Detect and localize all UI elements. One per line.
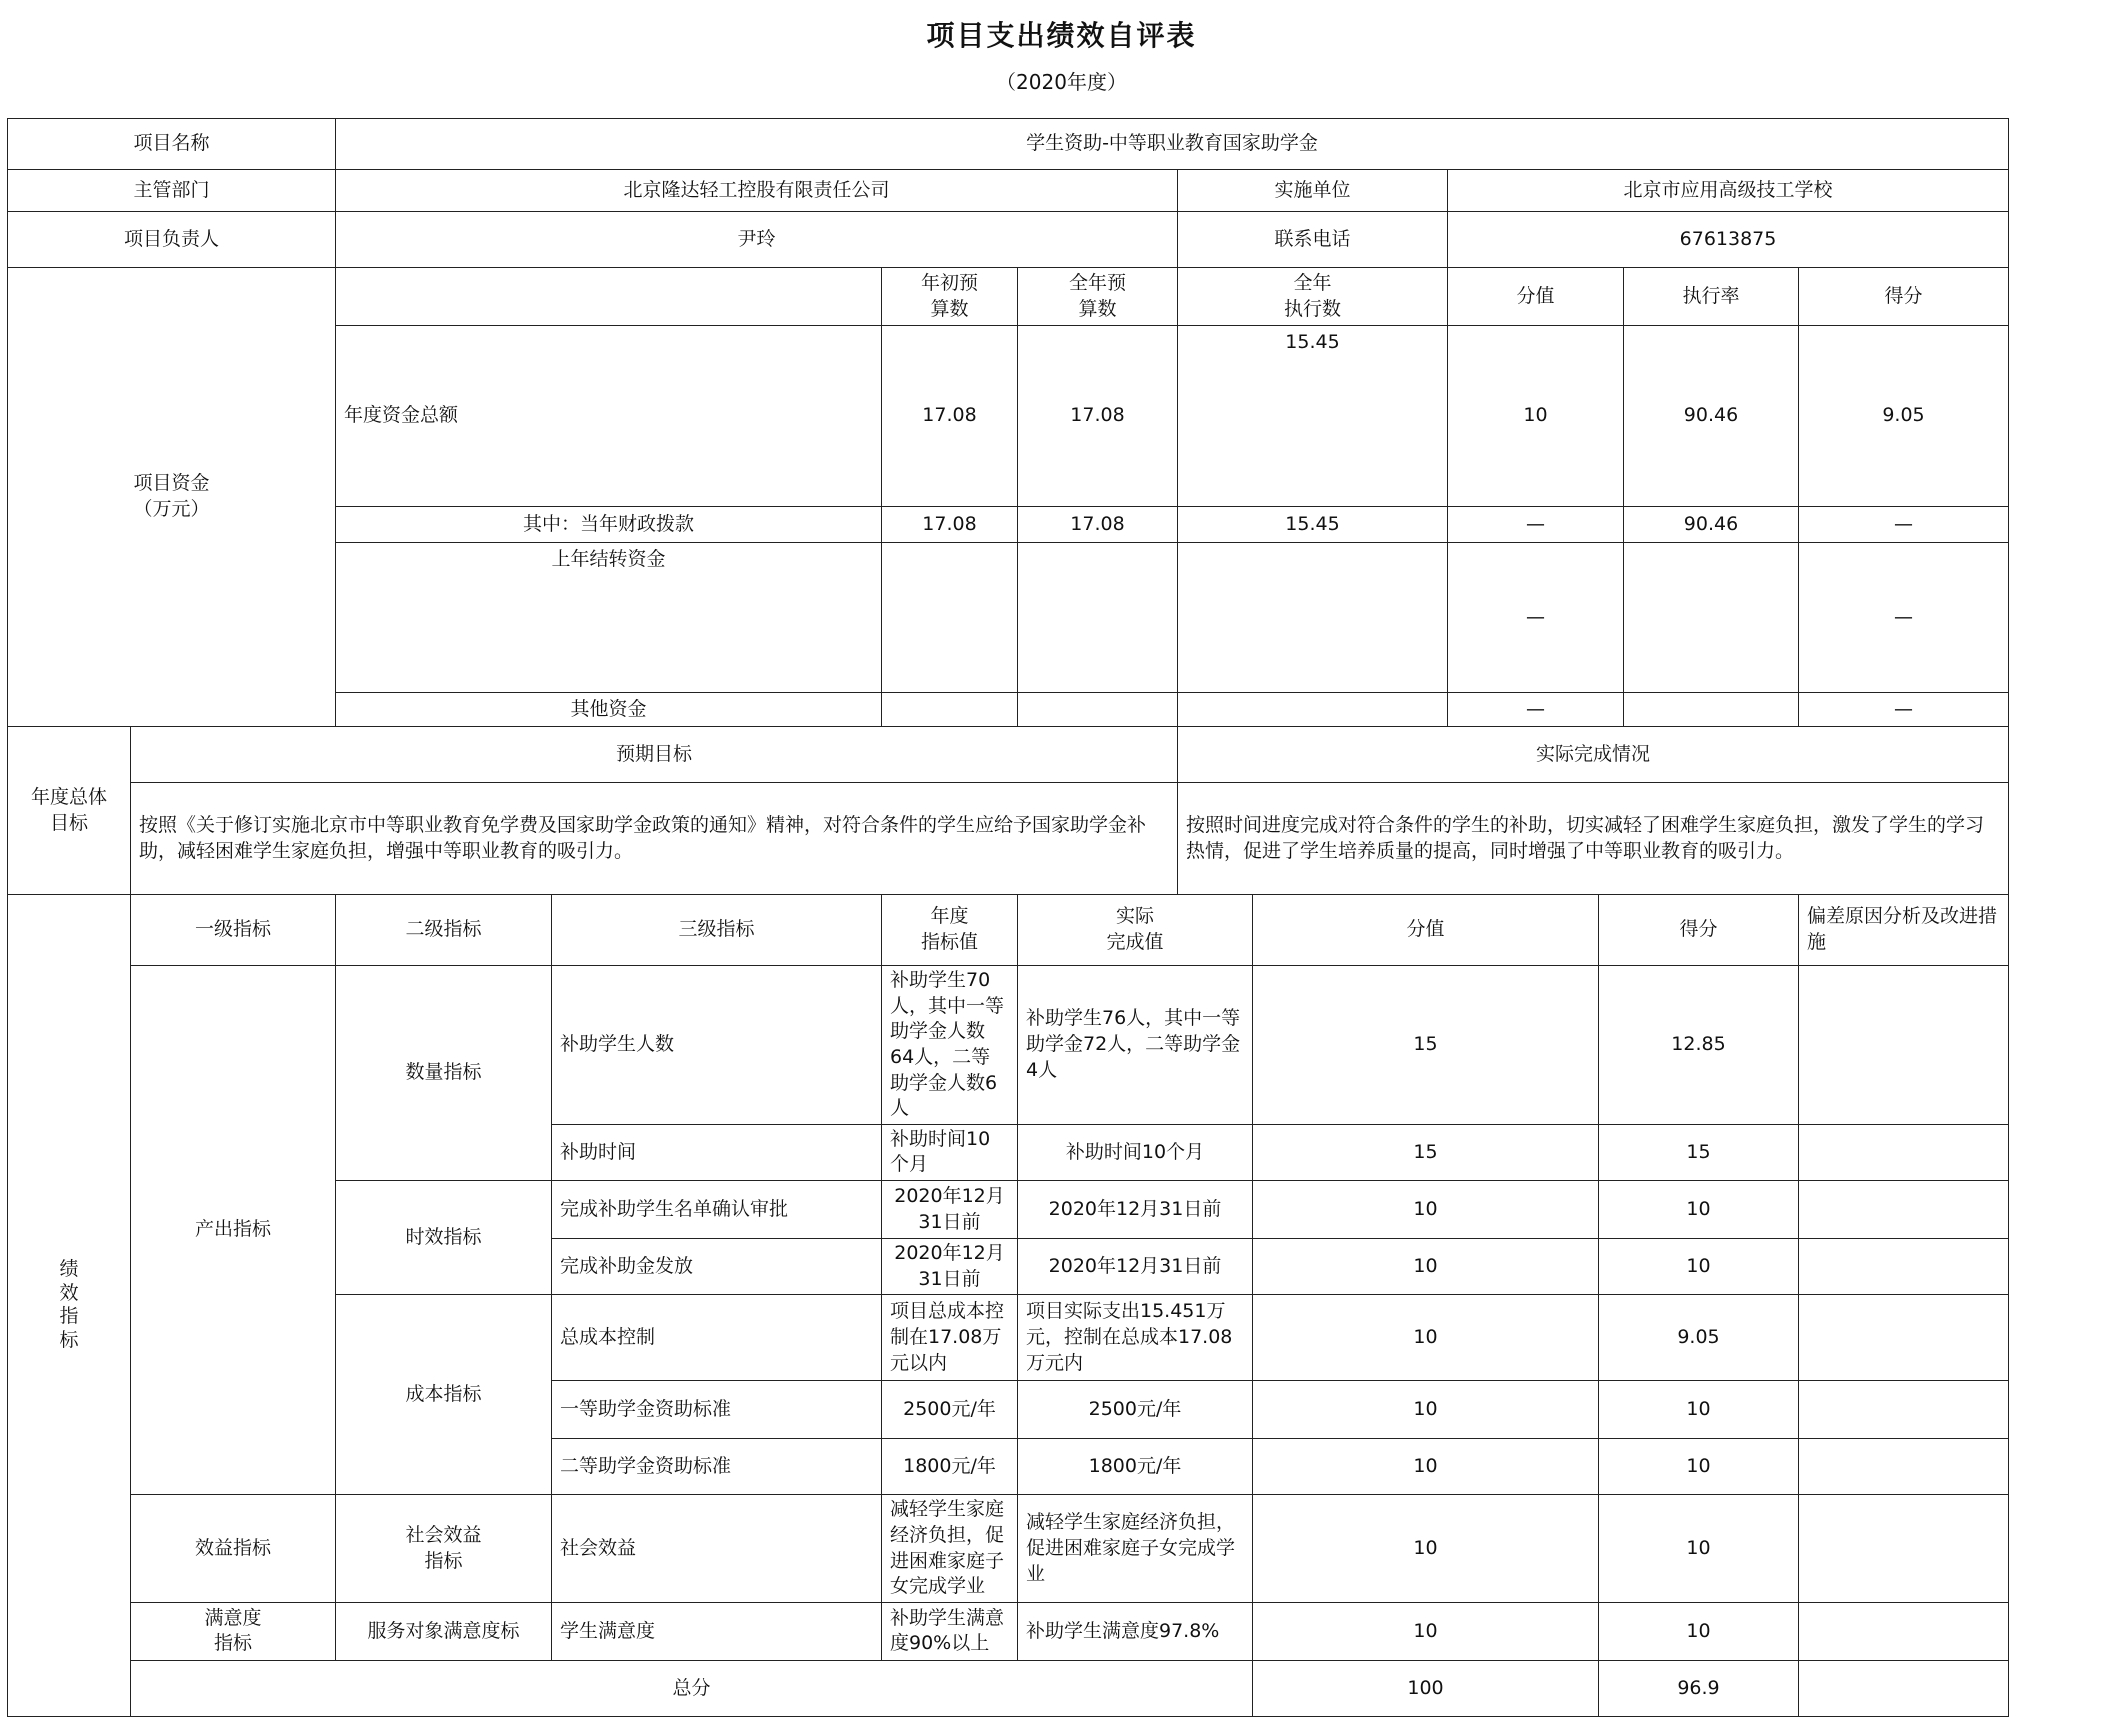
score-cell: 10 (1599, 1495, 1799, 1603)
goals-section-label: 年度总体 目标 (8, 727, 131, 895)
note-cell (1799, 1602, 2009, 1660)
perf-header: 一级指标 (131, 895, 336, 966)
funds-cell (1018, 693, 1178, 727)
total-label: 总分 (131, 1660, 1253, 1716)
funds-row-label: 其中：当年财政拨款 (336, 507, 882, 543)
perf-header: 分值 (1253, 895, 1599, 966)
perf-header: 三级指标 (552, 895, 882, 966)
target-cell: 减轻学生家庭经济负担，促进困难家庭子女完成学业 (882, 1495, 1018, 1603)
owner-value: 尹玲 (336, 212, 1178, 268)
total-max: 100 (1253, 1660, 1599, 1716)
score-max-cell: 10 (1253, 1295, 1599, 1381)
funds-row-label: 年度资金总额 (336, 326, 882, 507)
funds-corner-cell (336, 268, 882, 326)
funds-cell (1018, 543, 1178, 693)
score-cell: 9.05 (1599, 1295, 1799, 1381)
funds-header: 执行率 (1624, 268, 1799, 326)
impl-label: 实施单位 (1178, 170, 1448, 212)
score-max-cell: 10 (1253, 1381, 1599, 1439)
score-max-cell: 10 (1253, 1495, 1599, 1603)
perf-header: 实际 完成值 (1018, 895, 1253, 966)
funds-cell: 90.46 (1624, 326, 1799, 507)
expected-goal-header: 预期目标 (131, 727, 1178, 783)
project-name-label: 项目名称 (8, 119, 336, 170)
target-cell: 2020年12月31日前 (882, 1181, 1018, 1239)
dept-label: 主管部门 (8, 170, 336, 212)
funds-cell: 17.08 (1018, 507, 1178, 543)
note-cell (1799, 1295, 2009, 1381)
l3-cell: 学生满意度 (552, 1602, 882, 1660)
score-max-cell: 15 (1253, 966, 1599, 1125)
score-cell: 10 (1599, 1181, 1799, 1239)
note-cell (1799, 1381, 2009, 1439)
actual-cell: 2020年12月31日前 (1018, 1239, 1253, 1295)
funds-header: 全年 执行数 (1178, 268, 1448, 326)
perf-section-label: 绩 效 指 标 (8, 895, 131, 1717)
project-name-value: 学生资助-中等职业教育国家助学金 (336, 119, 2009, 170)
funds-cell: — (1799, 507, 2009, 543)
note-cell (1799, 1495, 2009, 1603)
actual-cell: 1800元/年 (1018, 1439, 1253, 1495)
l3-cell: 完成补助金发放 (552, 1239, 882, 1295)
funds-header: 得分 (1799, 268, 2009, 326)
funds-cell: 15.45 (1178, 326, 1448, 507)
l2-timeliness: 时效指标 (336, 1181, 552, 1295)
note-cell (1799, 1181, 2009, 1239)
perf-header: 年度 指标值 (882, 895, 1018, 966)
l3-cell: 补助时间 (552, 1124, 882, 1180)
funds-cell: 17.08 (882, 507, 1018, 543)
l1-benefit: 效益指标 (131, 1495, 336, 1603)
funds-cell (1178, 693, 1448, 727)
target-cell: 补助学生满意度90%以上 (882, 1602, 1018, 1660)
actual-result-header: 实际完成情况 (1178, 727, 2009, 783)
actual-cell: 补助学生76人，其中一等助学金72人，二等助学金4人 (1018, 966, 1253, 1125)
funds-cell (1624, 543, 1799, 693)
score-cell: 10 (1599, 1602, 1799, 1660)
perf-header: 偏差原因分析及改进措施 (1799, 895, 2009, 966)
l3-cell: 完成补助学生名单确认审批 (552, 1181, 882, 1239)
l3-cell: 社会效益 (552, 1495, 882, 1603)
funds-cell (1178, 543, 1448, 693)
score-cell: 10 (1599, 1439, 1799, 1495)
funds-cell: 10 (1448, 326, 1624, 507)
funds-cell: — (1799, 543, 2009, 693)
funds-cell: — (1448, 543, 1624, 693)
score-max-cell: 15 (1253, 1124, 1599, 1180)
perf-header: 得分 (1599, 895, 1799, 966)
score-cell: 15 (1599, 1124, 1799, 1180)
score-cell: 10 (1599, 1239, 1799, 1295)
note-cell (1799, 1439, 2009, 1495)
l2-social: 社会效益 指标 (336, 1495, 552, 1603)
score-max-cell: 10 (1253, 1239, 1599, 1295)
target-cell: 项目总成本控制在17.08万元以内 (882, 1295, 1018, 1381)
actual-result-text: 按照时间进度完成对符合条件的学生的补助，切实减轻了困难学生家庭负担，激发了学生的学习热情，促进了学生培养质量的提高，同时增强了中等职业教育的吸引力。 (1178, 783, 2009, 895)
funds-cell (882, 543, 1018, 693)
funds-cell: 17.08 (882, 326, 1018, 507)
l3-cell: 一等助学金资助标准 (552, 1381, 882, 1439)
l1-satisfaction: 满意度 指标 (131, 1602, 336, 1660)
note-cell (1799, 1124, 2009, 1180)
l3-cell: 二等助学金资助标准 (552, 1439, 882, 1495)
target-cell: 补助学生70人，其中一等助学金人数64人，二等助学金人数6人 (882, 966, 1018, 1125)
funds-cell: 9.05 (1799, 326, 2009, 507)
funds-cell: — (1799, 693, 2009, 727)
owner-label: 项目负责人 (8, 212, 336, 268)
total-note (1799, 1660, 2009, 1716)
funds-header: 年初预 算数 (882, 268, 1018, 326)
funds-cell: — (1448, 507, 1624, 543)
l3-cell: 总成本控制 (552, 1295, 882, 1381)
total-score: 96.9 (1599, 1660, 1799, 1716)
evaluation-table (7, 118, 2009, 1717)
score-max-cell: 10 (1253, 1602, 1599, 1660)
target-cell: 1800元/年 (882, 1439, 1018, 1495)
funds-cell (882, 693, 1018, 727)
funds-cell: 90.46 (1624, 507, 1799, 543)
funds-row-label: 上年结转资金 (336, 543, 882, 693)
phone-value: 67613875 (1448, 212, 2009, 268)
funds-header: 分值 (1448, 268, 1624, 326)
score-max-cell: 10 (1253, 1181, 1599, 1239)
score-cell: 10 (1599, 1381, 1799, 1439)
actual-cell: 减轻学生家庭经济负担，促进困难家庭子女完成学业 (1018, 1495, 1253, 1603)
actual-cell: 补助时间10个月 (1018, 1124, 1253, 1180)
page-title: 项目支出绩效自评表 (926, 19, 1197, 52)
l2-service: 服务对象满意度标 (336, 1602, 552, 1660)
l2-cost: 成本指标 (336, 1295, 552, 1495)
funds-cell: 15.45 (1178, 507, 1448, 543)
l3-cell: 补助学生人数 (552, 966, 882, 1125)
note-cell (1799, 1239, 2009, 1295)
funds-cell: — (1448, 693, 1624, 727)
dept-value: 北京隆达轻工控股有限责任公司 (336, 170, 1178, 212)
target-cell: 补助时间10个月 (882, 1124, 1018, 1180)
target-cell: 2020年12月31日前 (882, 1239, 1018, 1295)
funds-cell (1624, 693, 1799, 727)
note-cell (1799, 966, 2009, 1125)
funds-row-label: 其他资金 (336, 693, 882, 727)
l2-quantity: 数量指标 (336, 966, 552, 1181)
l1-output: 产出指标 (131, 966, 336, 1495)
score-max-cell: 10 (1253, 1439, 1599, 1495)
expected-goal-text: 按照《关于修订实施北京市中等职业教育免学费及国家助学金政策的通知》精神，对符合条件的学生应给予国家助学金补助，减轻困难学生家庭负担，增强中等职业教育的吸引力。 (131, 783, 1178, 895)
funds-header: 全年预 算数 (1018, 268, 1178, 326)
funds-cell: 17.08 (1018, 326, 1178, 507)
report-year: （2020年度） (996, 70, 1127, 94)
funds-section-label: 项目资金 （万元） (8, 268, 336, 727)
actual-cell: 补助学生满意度97.8% (1018, 1602, 1253, 1660)
target-cell: 2500元/年 (882, 1381, 1018, 1439)
score-cell: 12.85 (1599, 966, 1799, 1125)
actual-cell: 2020年12月31日前 (1018, 1181, 1253, 1239)
phone-label: 联系电话 (1178, 212, 1448, 268)
actual-cell: 项目实际支出15.451万元，控制在总成本17.08万元内 (1018, 1295, 1253, 1381)
perf-header: 二级指标 (336, 895, 552, 966)
actual-cell: 2500元/年 (1018, 1381, 1253, 1439)
impl-value: 北京市应用高级技工学校 (1448, 170, 2009, 212)
